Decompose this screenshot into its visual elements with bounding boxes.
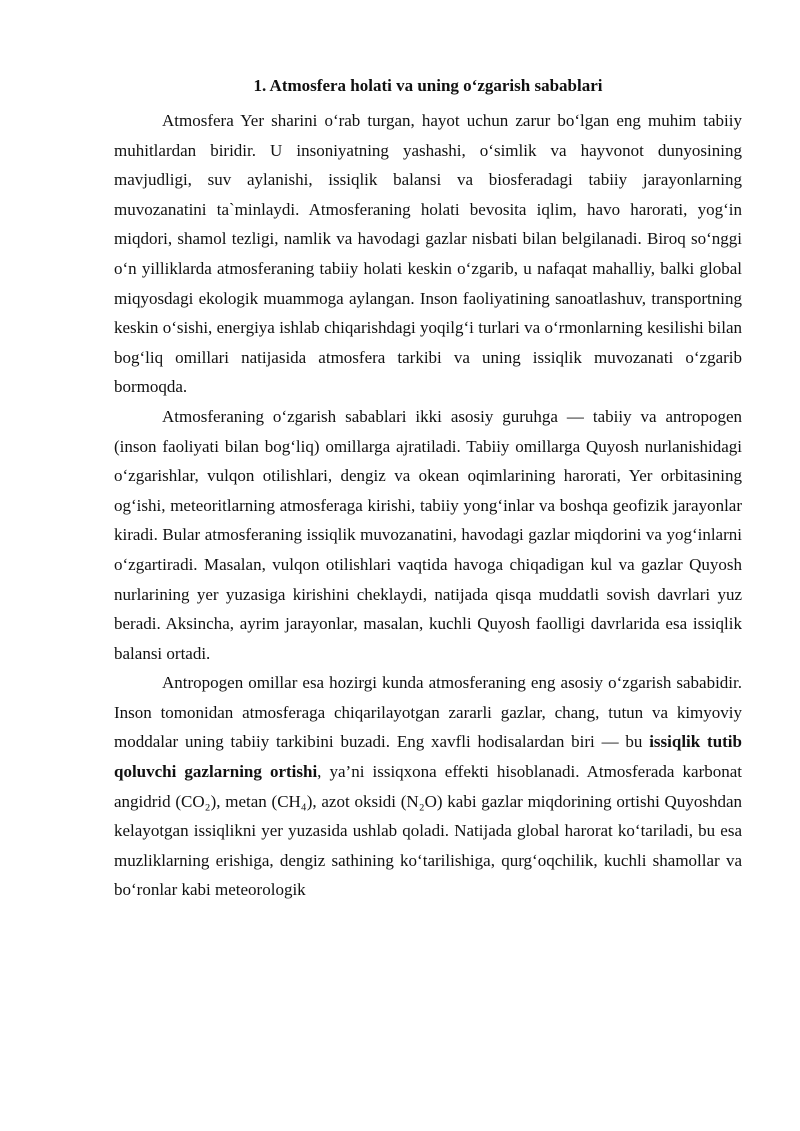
paragraph-1: Atmosfera Yer sharini o‘rab turgan, hayot uchun zarur bo‘lgan eng muhim tabiiy muhitlardan biridir. U insoniyatning yashashi, o‘simlik va hayvonot dunyosining mavjudligi, suv aylanishi, issiqlik balansi va biosferadagi tabiiy jarayonlarning muvozanatini ta`minlaydi. Atmosferaning holati bevosita iqlim, havo harorati, yog‘in miqdori, shamol tezligi, namlik va havodagi gazlar nisbati bilan belgilanadi. Biroq so‘nggi o‘n yilliklarda atmosferaning tabiiy holati keskin o‘zgarib, u nafaqat mahalliy, balki global miqyosdagi ekologik muammoga aylangan. Inson faoliyatining sanoatlashuv, transportning keskin o‘sishi, energiya ishlab chiqarishdagi yoqilg‘i turlari va o‘rmonlarning kesilishi bilan bog‘liq omillari natijasida atmosfera tarkibi va uning issiqlik muvozanati o‘zgarib bormoqda.	[114, 111, 742, 397]
paragraph-2: Atmosferaning o‘zgarish sabablari ikki asosiy guruhga — tabiiy va antropogen (inson faoliyati bilan bog‘liq) omillarga ajratiladi. Tabiiy omillarga Quyosh nurlanishidagi o‘zgarishlar, vulqon otilishlari, dengiz va okean oqimlarining harorati, Yer orbitasining og‘ishi, meteoritlarning atmosferaga kirishi, tabiiy yong‘inlar va boshqa geofizik jarayonlar kiradi. Bular atmosferaning issiqlik muvozanatini, havodagi gazlar miqdorini va yog‘inlarni o‘zgartiradi. Masalan, vulqon otilishlari vaqtida havoga chiqadigan kul va gazlar Quyosh nurlarining yer yuzasiga kirishini cheklaydi, natijada qisqa muddatli sovish davrlari yuz beradi. Aksincha, ayrim jarayonlar, masalan, kuchli Quyosh faolligi davrlarida esa issiqlik balansi ortadi.	[114, 406, 742, 663]
paragraph-3	[114, 668, 742, 905]
paragraph-3-emphasis: issiqlik tutib qoluvchi gazlarning ortishi	[114, 732, 742, 782]
document-body	[114, 72, 742, 905]
paragraph-3-end: , ya’ni issiqxona effekti hisoblanadi. Atmosferada karbonat angidrid (CO₂), metan (CH₄), azot oksidi (N₂O) kabi gazlar miqdorining ortishi Quyoshdan kelayotgan issiqlikni yer yuzasida ushlab qoladi. Natijada global harorat ko‘tariladi, bu esa muzliklarning erishiga, dengiz sathining ko‘tarilishiga, qurg‘oqchilik, kuchli shamollar va bo‘ronlar kabi meteorologik	[114, 762, 742, 900]
section-heading: 1. Atmosfera holati va uning o‘zgarish sabablari	[253, 76, 603, 95]
paragraph-3-start: Antropogen omillar esa hozirgi kunda atmosferaning eng asosiy o‘zgarish sababidir. Inson tomonidan atmosferaga chiqarilayotgan zararli gazlar, chang, tutun va kimyoviy moddalar uning tabiiy tarkibini buzadi. Eng xavfli hodisalardan biri — bu	[114, 673, 742, 752]
